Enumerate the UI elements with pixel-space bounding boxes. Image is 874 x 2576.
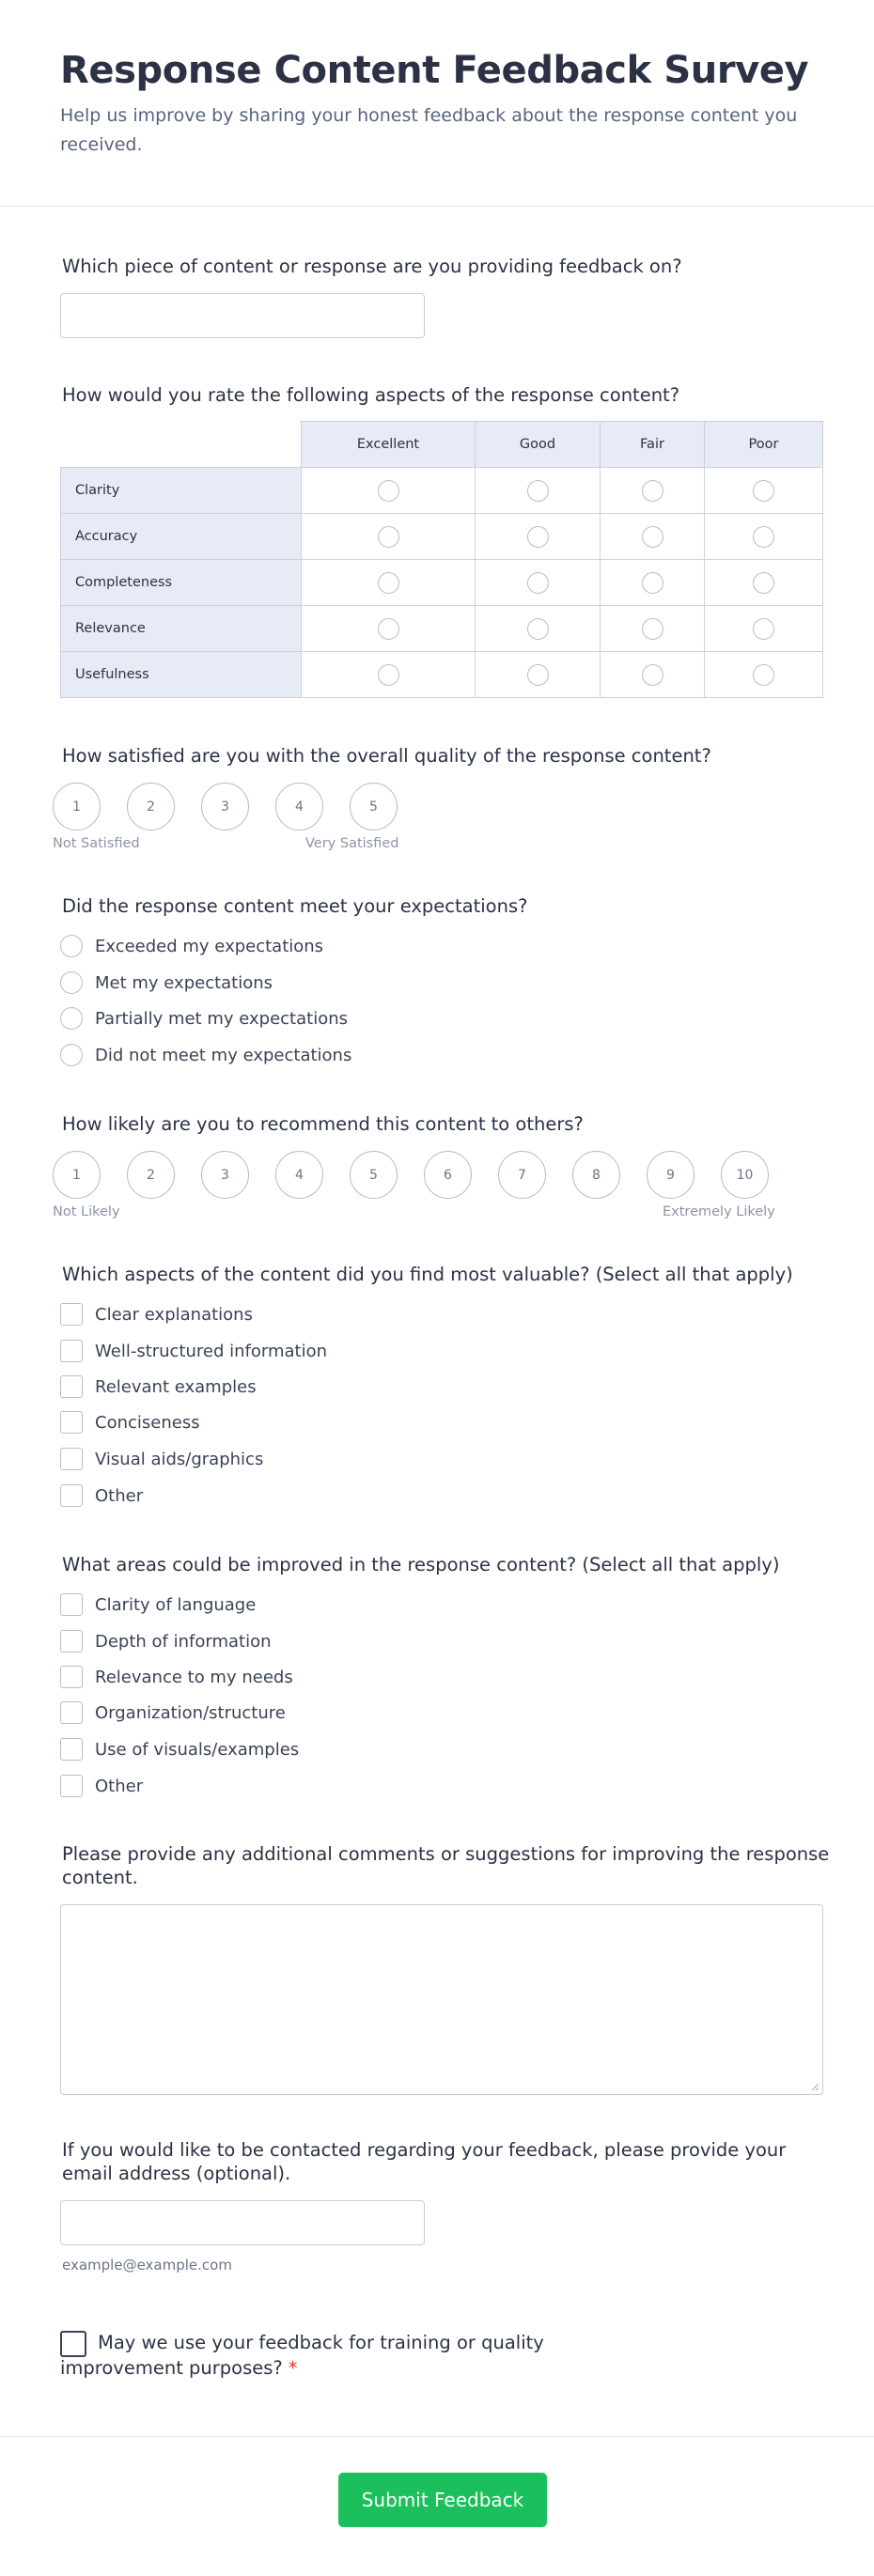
matrix-radio[interactable] [753,618,774,640]
improve-option[interactable]: Clarity of language [60,1591,256,1618]
radio-button[interactable] [60,1007,83,1030]
matrix-radio[interactable] [642,480,663,502]
question-satisfaction-label: How satisfied are you with the overall quality of the response content? [62,745,711,767]
matrix-cell [301,559,476,606]
matrix-row-completeness: Completeness [60,559,302,606]
matrix-radio[interactable] [378,480,399,502]
improve-option[interactable]: Other [60,1773,143,1799]
valuable-option[interactable]: Other [60,1482,143,1509]
scale-max-label: Extremely Likely [663,1204,775,1219]
page-subtitle: Help us improve by sharing your honest feedback about the response content you received. [60,105,798,155]
required-mark: * [288,2357,298,2379]
consent-label [60,2330,662,2381]
matrix-radio[interactable] [642,526,663,548]
improve-option[interactable]: Relevance to my needs [60,1664,293,1690]
question-expectations-label: Did the response content meet your expectations? [62,895,528,917]
matrix-radio[interactable] [642,618,663,640]
matrix-cell [301,605,476,652]
matrix-cell [600,513,705,560]
recommend-option[interactable]: 5 [350,1151,398,1199]
matrix-cell [704,513,823,560]
checkbox[interactable] [60,1411,83,1434]
email-hint: example@example.com [62,2257,232,2273]
matrix-radio[interactable] [527,664,549,686]
matrix-radio[interactable] [753,480,774,502]
checkbox[interactable] [60,1775,83,1797]
consent-text: May we use your feedback for training or quality improvement purposes? [60,2332,544,2379]
valuable-option[interactable]: Well-structured information [60,1338,327,1364]
recommend-option[interactable]: 3 [201,1151,249,1199]
matrix-cell [475,467,601,514]
footer-divider [0,2436,874,2437]
question-valuable-label: Which aspects of the content did you find most valuable? (Select all that apply) [62,1264,793,1285]
checkbox[interactable] [60,1666,83,1688]
matrix-cell [475,513,601,560]
checkbox[interactable] [60,1630,83,1653]
matrix-row-usefulness: Usefulness [60,651,302,698]
checkbox[interactable] [60,1340,83,1362]
recommend-option[interactable]: 7 [498,1151,546,1199]
question-content-label: Which piece of content or response are you providing feedback on? [62,256,682,277]
valuable-option[interactable]: Conciseness [60,1409,200,1435]
checkbox[interactable] [60,1375,83,1398]
rating-matrix [60,421,823,703]
comments-textarea[interactable] [60,1904,823,2095]
radio-button[interactable] [60,971,83,994]
valuable-option[interactable]: Visual aids/graphics [60,1446,263,1472]
matrix-cell [301,513,476,560]
matrix-cell [600,605,705,652]
improve-option[interactable]: Depth of information [60,1628,272,1654]
submit-button[interactable]: Submit Feedback [338,2473,547,2527]
matrix-radio[interactable] [527,572,549,594]
checkbox[interactable] [60,1593,83,1616]
satisfaction-option[interactable]: 2 [127,783,175,830]
valuable-option[interactable]: Clear explanations [60,1301,253,1327]
matrix-cell [704,605,823,652]
scale-min-label: Not Likely [53,1204,120,1219]
matrix-radio[interactable] [527,526,549,548]
matrix-radio[interactable] [753,572,774,594]
matrix-column-poor: Poor [704,421,823,468]
matrix-cell [475,605,601,652]
checkbox[interactable] [60,1448,83,1470]
question-recommend-label: How likely are you to recommend this content to others? [62,1113,584,1135]
matrix-row-relevance: Relevance [60,605,302,652]
matrix-radio[interactable] [753,526,774,548]
matrix-radio[interactable] [378,618,399,640]
expectations-option[interactable]: Partially met my expectations [60,1005,348,1032]
matrix-cell [600,559,705,606]
matrix-cell [704,651,823,698]
valuable-option[interactable]: Relevant examples [60,1373,257,1400]
satisfaction-option[interactable]: 5 [350,783,398,830]
satisfaction-option[interactable]: 3 [201,783,249,830]
checkbox[interactable] [60,1303,83,1326]
matrix-radio[interactable] [642,664,663,686]
radio-button[interactable] [60,935,83,957]
email-field[interactable] [60,2200,425,2245]
matrix-radio[interactable] [378,572,399,594]
scale-min-label: Not Satisfied [53,836,140,851]
content-input[interactable] [60,293,425,338]
expectations-option[interactable]: Did not meet my expectations [60,1042,351,1068]
matrix-radio[interactable] [642,572,663,594]
recommend-option[interactable]: 1 [53,1151,101,1199]
scale-max-label: Very Satisfied [305,836,399,851]
matrix-column-good: Good [475,421,601,468]
matrix-cell [475,651,601,698]
resize-grip-icon[interactable] [810,2082,819,2091]
recommend-option[interactable]: 2 [127,1151,175,1199]
satisfaction-option[interactable]: 1 [53,783,101,830]
checkbox[interactable] [60,1484,83,1507]
matrix-column-excellent: Excellent [301,421,476,468]
recommend-option[interactable]: 8 [572,1151,620,1199]
matrix-cell [301,651,476,698]
radio-button[interactable] [60,1044,83,1066]
form-header [0,0,874,207]
improve-option[interactable]: Organization/structure [60,1699,286,1726]
matrix-cell [704,467,823,514]
matrix-cell [600,467,705,514]
recommend-option[interactable]: 9 [647,1151,695,1199]
expectations-option[interactable]: Exceeded my expectations [60,933,323,959]
matrix-row-accuracy: Accuracy [60,513,302,560]
recommend-option[interactable]: 4 [275,1151,323,1199]
improve-option[interactable]: Use of visuals/examples [60,1736,299,1762]
checkbox[interactable] [60,1738,83,1761]
question-email-label: If you would like to be contacted regarding your feedback, please provide your email address (optional). [62,2139,787,2184]
checkbox[interactable] [60,1701,83,1724]
question-comments-label: Please provide any additional comments or suggestions for improving the response content. [62,1843,830,1888]
matrix-radio[interactable] [527,480,549,502]
question-improve-label: What areas could be improved in the response content? (Select all that apply) [62,1554,780,1575]
matrix-radio[interactable] [753,664,774,686]
matrix-cell [704,559,823,606]
recommend-option[interactable]: 6 [424,1151,472,1199]
matrix-row-clarity: Clarity [60,467,302,514]
matrix-cell [600,651,705,698]
recommend-option[interactable]: 10 [721,1151,769,1199]
matrix-cell [475,559,601,606]
matrix-cell [301,467,476,514]
page-title: Response Content Feedback Survey [60,49,809,92]
question-rating-label: How would you rate the following aspects of the response content? [62,384,680,406]
expectations-option[interactable]: Met my expectations [60,970,273,996]
matrix-radio[interactable] [378,664,399,686]
matrix-column-fair: Fair [600,421,705,468]
matrix-radio[interactable] [378,526,399,548]
matrix-radio[interactable] [527,618,549,640]
satisfaction-option[interactable]: 4 [275,783,323,830]
